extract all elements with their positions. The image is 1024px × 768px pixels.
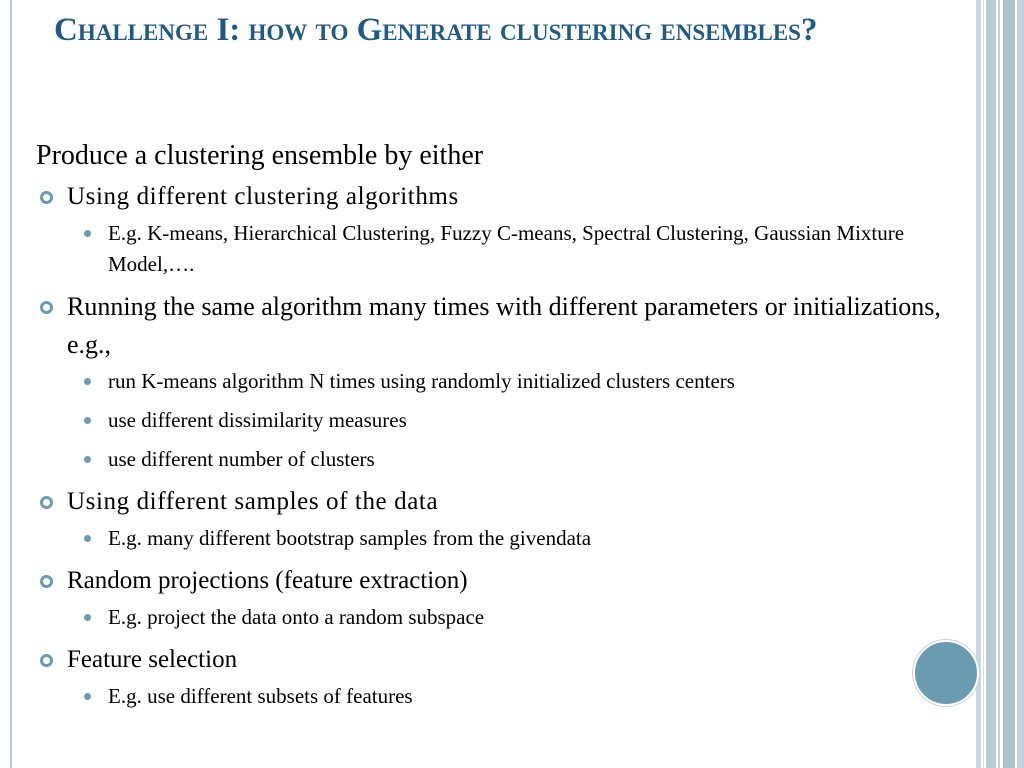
ring-bullet-icon bbox=[40, 191, 53, 204]
sub-list bbox=[36, 218, 946, 280]
stripe bbox=[1017, 0, 1024, 768]
list-item-text: E.g. project the data onto a random subspace bbox=[108, 605, 485, 629]
right-decorative-stripes bbox=[976, 0, 1024, 768]
stripe bbox=[998, 0, 1000, 768]
list-item-text: use different number of clusters bbox=[108, 447, 375, 471]
ring-bullet-icon bbox=[40, 301, 53, 314]
dot-bullet-icon bbox=[84, 456, 91, 463]
list-item bbox=[36, 681, 946, 712]
ring-bullet-icon bbox=[40, 654, 53, 667]
bullet-section bbox=[36, 562, 946, 600]
bullet-section bbox=[36, 483, 946, 521]
list-item-text: E.g. many different bootstrap samples from the givendata bbox=[108, 526, 592, 550]
ring-bullet-icon bbox=[40, 496, 53, 509]
slide-body bbox=[36, 136, 946, 720]
dot-bullet-icon bbox=[84, 417, 91, 424]
dot-bullet-icon bbox=[84, 378, 91, 385]
list-item bbox=[36, 602, 946, 633]
list-item bbox=[36, 366, 946, 397]
bullet-section bbox=[36, 178, 946, 216]
ring-bullet-icon bbox=[40, 575, 53, 588]
sub-list bbox=[36, 523, 946, 554]
stripe bbox=[976, 0, 981, 768]
dot-bullet-icon bbox=[84, 535, 91, 542]
list-item bbox=[36, 218, 946, 280]
list-item-text: E.g. K-means, Hierarchical Clustering, Fuzzy C-means, Spectral Clustering, Gaussian Mixture Model,…. bbox=[108, 221, 905, 276]
dot-bullet-icon bbox=[84, 693, 91, 700]
bullet-section bbox=[36, 288, 946, 364]
sub-list bbox=[36, 366, 946, 475]
bullet-section bbox=[36, 641, 946, 679]
section-heading: Using different clustering algorithms bbox=[67, 183, 459, 210]
stripe bbox=[1003, 0, 1015, 768]
list-item bbox=[36, 405, 946, 436]
sub-list bbox=[36, 602, 946, 633]
stripe bbox=[986, 0, 996, 768]
slide-title: Challenge I: how to Generate clustering ensembles? bbox=[54, 12, 818, 48]
stripe bbox=[983, 0, 984, 768]
list-item bbox=[36, 523, 946, 554]
section-heading: Random projections (feature extraction) bbox=[67, 567, 468, 594]
list-item-text: use different dissimilarity measures bbox=[108, 408, 407, 432]
sub-list bbox=[36, 681, 946, 712]
left-border-line bbox=[10, 0, 12, 768]
list-item bbox=[36, 444, 946, 475]
section-heading: Feature selection bbox=[67, 646, 238, 673]
dot-bullet-icon bbox=[84, 614, 91, 621]
section-heading: Running the same algorithm many times with different parameters or initializations, e.g., bbox=[67, 292, 941, 359]
section-heading: Using different samples of the data bbox=[67, 488, 439, 515]
dot-bullet-icon bbox=[84, 230, 91, 237]
intro-text: Produce a clustering ensemble by either bbox=[36, 140, 484, 171]
list-item-text: E.g. use different subsets of features bbox=[108, 684, 413, 708]
list-item-text: run K-means algorithm N times using randomly initialized clusters centers bbox=[108, 369, 735, 393]
